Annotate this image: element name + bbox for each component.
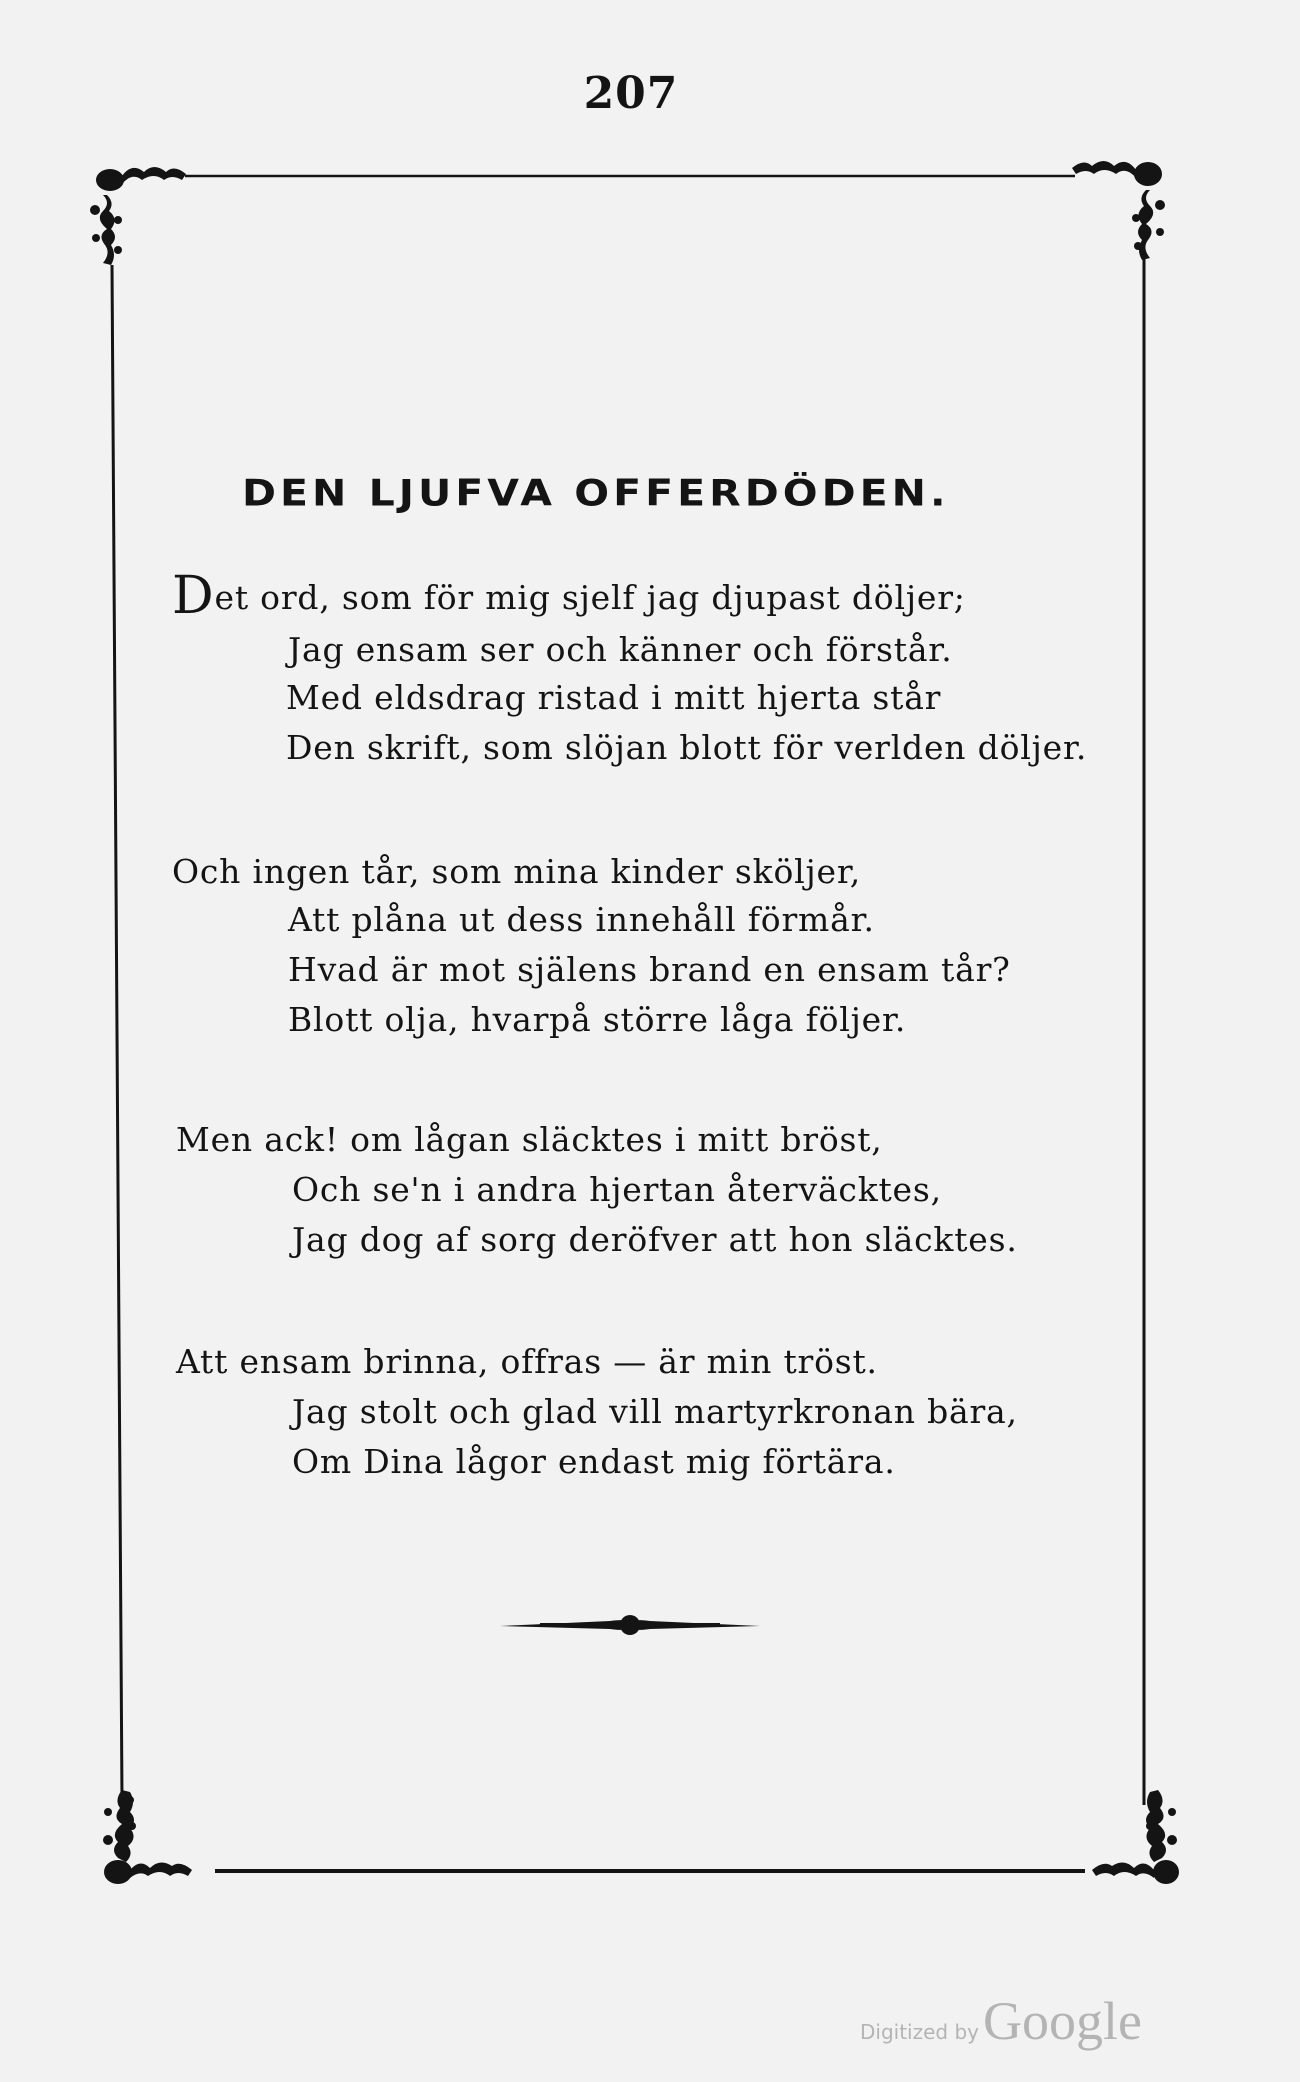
poem-line: Med eldsdrag ristad i mitt hjerta står xyxy=(286,678,942,717)
divider-ornament xyxy=(500,1615,760,1635)
corner-flourish-bottom-left xyxy=(103,1790,192,1884)
first-line-text: et ord, som för mig sjelf jag djupast döljer; xyxy=(214,578,966,617)
poem-line: Att ensam brinna, offras — är min tröst. xyxy=(176,1342,878,1381)
poem-line: Jag ensam ser och känner och förstår. xyxy=(288,630,953,669)
poem-title: DEN LJUFVA OFFERDÖDEN. xyxy=(242,472,950,515)
poem-line: Den skrift, som slöjan blott för verlden döljer. xyxy=(286,728,1088,767)
google-logo-text: Google xyxy=(983,1991,1142,2051)
watermark-prefix: Digitized by xyxy=(860,2020,979,2044)
poem-line: Jag stolt och glad vill martyrkronan bära, xyxy=(292,1392,1018,1431)
poem-line: Blott olja, hvarpå större låga följer. xyxy=(288,1000,907,1039)
poem-line: Men ack! om lågan släcktes i mitt bröst, xyxy=(176,1120,883,1159)
corner-flourish-top-left xyxy=(90,167,186,265)
page-number: 207 xyxy=(583,68,679,119)
drop-cap: D xyxy=(172,566,215,626)
corner-flourish-top-right xyxy=(1072,161,1165,260)
poem-line: Om Dina lågor endast mig förtära. xyxy=(292,1442,896,1481)
poem-line: Att plåna ut dess innehåll förmår. xyxy=(288,900,875,939)
border-left-line xyxy=(112,265,122,1800)
poem-line: Jag dog af sorg deröfver att hon släcktes. xyxy=(292,1220,1018,1259)
digitized-by-google-watermark xyxy=(860,1990,1142,2052)
poem-line: Hvad är mot själens brand en ensam tår? xyxy=(288,950,1011,989)
poem-line: Och se'n i andra hjertan återväcktes, xyxy=(292,1170,942,1209)
poem-line: Och ingen tår, som mina kinder sköljer, xyxy=(172,852,862,891)
corner-flourish-bottom-right xyxy=(1092,1790,1179,1884)
poem-line xyxy=(172,566,966,626)
